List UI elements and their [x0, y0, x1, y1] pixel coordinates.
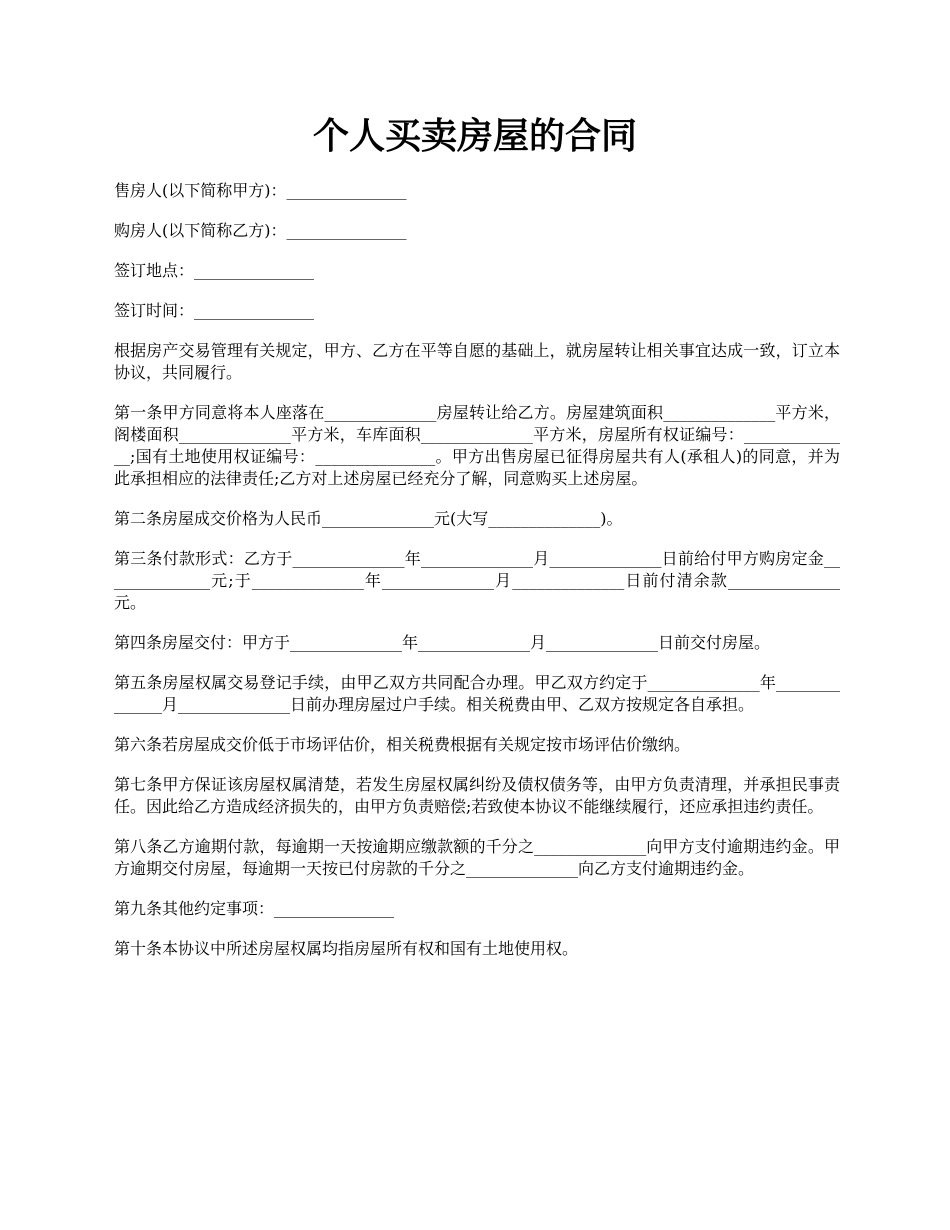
signing-place-line: 签订地点：_______________: [114, 261, 315, 280]
preamble-paragraph: 根据房产交易管理有关规定，甲方、乙方在平等自愿的基础上，就房屋转让相关事宜达成一致，订立本协议，共同履行。: [114, 341, 840, 382]
article-10: 第十条本协议中所述房屋权属均指房屋所有权和国有土地使用权。: [114, 939, 579, 958]
article-8: 第八条乙方逾期付款，每逾期一天按逾期应缴款额的千分之______________向甲方支付逾期违约金。甲方逾期交付房屋，每逾期一天按已付房款的千分之______________向乙方支付逾期违约金。: [114, 837, 840, 878]
article-9: 第九条其他约定事项：_______________: [114, 899, 395, 918]
seller-line: 售房人(以下简称甲方)：_______________: [114, 181, 407, 200]
article-1: 第一条甲方同意将本人座落在______________房屋转让给乙方。房屋建筑面积______________平方米，阁楼面积______________平方米，车库面积______________平方米，房屋所有权证编号：______________;国有土地使用权证编号：_______________。甲方出售房屋已征得房屋共有人(承租人)的同意，并为此承担相应的法律责任;乙方对上述房屋已经充分了解，同意购买上述房屋。: [114, 403, 840, 488]
article-7: 第七条甲方保证该房屋权属清楚，若发生房屋权属纠纷及债权债务等，由甲方负责清理，并承担民事责任。因此给乙方造成经济损失的，由甲方负责赔偿;若致使本协议不能继续履行，还应承担违约责任。: [114, 775, 840, 816]
document-body: [114, 180, 840, 978]
article-4: 第四条房屋交付：甲方于______________年______________月______________日前交付房屋。: [114, 633, 771, 652]
signing-time-line: 签订时间：_______________: [114, 301, 315, 320]
article-2: 第二条房屋成交价格为人民币______________元(大写______________)。: [114, 509, 623, 528]
document-title: 个人买卖房屋的合同: [312, 115, 637, 157]
article-5: 第五条房屋权属交易登记手续，由甲乙双方共同配合办理。甲乙双方约定于______________年______________月______________日前办理房屋过户手续。相关税费由甲、乙双方按规定各自承担。: [114, 673, 840, 714]
article-3: 第三条付款形式：乙方于______________年______________月______________日前给付甲方购房定金______________元;于______________年______________月______________日前付清余款______________元。: [114, 549, 840, 612]
article-6: 第六条若房屋成交价低于市场评估价，相关税费根据有关规定按市场评估价缴纳。: [114, 735, 691, 754]
buyer-line: 购房人(以下简称乙方)：_______________: [114, 221, 407, 240]
